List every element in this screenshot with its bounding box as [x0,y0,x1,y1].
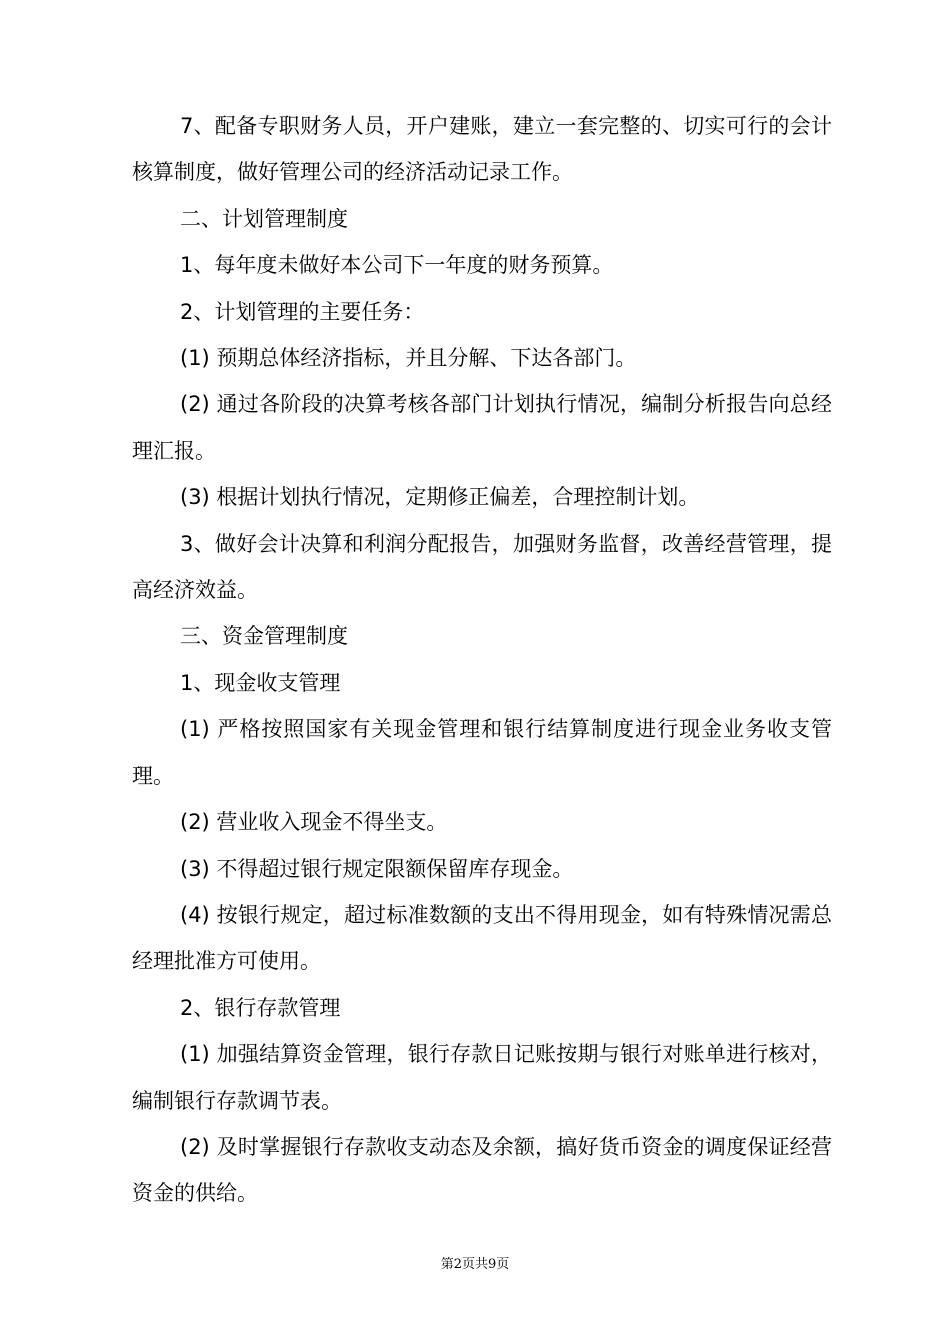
paragraph: 1、每年度未做好本公司下一年度的财务预算。 [180,253,614,278]
document-body [132,103,832,1217]
paragraph: (2) 通过各阶段的决算考核各部门计划执行情况，编制分析报告向总经理汇报。 [132,392,832,463]
paragraph: (2) 营业收入现金不得坐支。 [180,810,448,835]
paragraph: (3) 根据计划执行情况，定期修正偏差，合理控制计划。 [180,485,700,510]
paragraph: (1) 加强结算资金管理，银行存款日记账按期与银行对账单进行核对，编制银行存款调节表。 [132,1042,832,1113]
paragraph: (1) 预期总体经济指标，并且分解、下达各部门。 [180,346,637,371]
page-number-footer: 第2页共9页 [440,1257,510,1272]
section-heading: 三、资金管理制度 [180,624,348,649]
paragraph: 3、做好会计决算和利润分配报告，加强财务监督，改善经营管理，提高经济效益。 [132,531,832,603]
paragraph: (3) 不得超过银行规定限额保留库存现金。 [180,856,574,881]
subsection-heading: 1、现金收支管理 [180,670,341,695]
paragraph: 2、计划管理的主要任务： [180,299,425,324]
paragraph: (1) 严格按照国家有关现金管理和银行结算制度进行现金业务收支管理。 [132,717,832,788]
paragraph: 7、配备专职财务人员，开户建账，建立一套完整的、切实可行的会计核算制度，做好管理公司的经济活动记录工作。 [132,114,832,185]
section-heading: 二、计划管理制度 [180,206,348,231]
paragraph: (4) 按银行规定，超过标准数额的支出不得用现金，如有特殊情况需总经理批准方可使用。 [132,902,832,974]
paragraph: (2) 及时掌握银行存款收支动态及余额，搞好货币资金的调度保证经营资金的供给。 [132,1134,832,1206]
subsection-heading: 2、银行存款管理 [180,995,341,1020]
